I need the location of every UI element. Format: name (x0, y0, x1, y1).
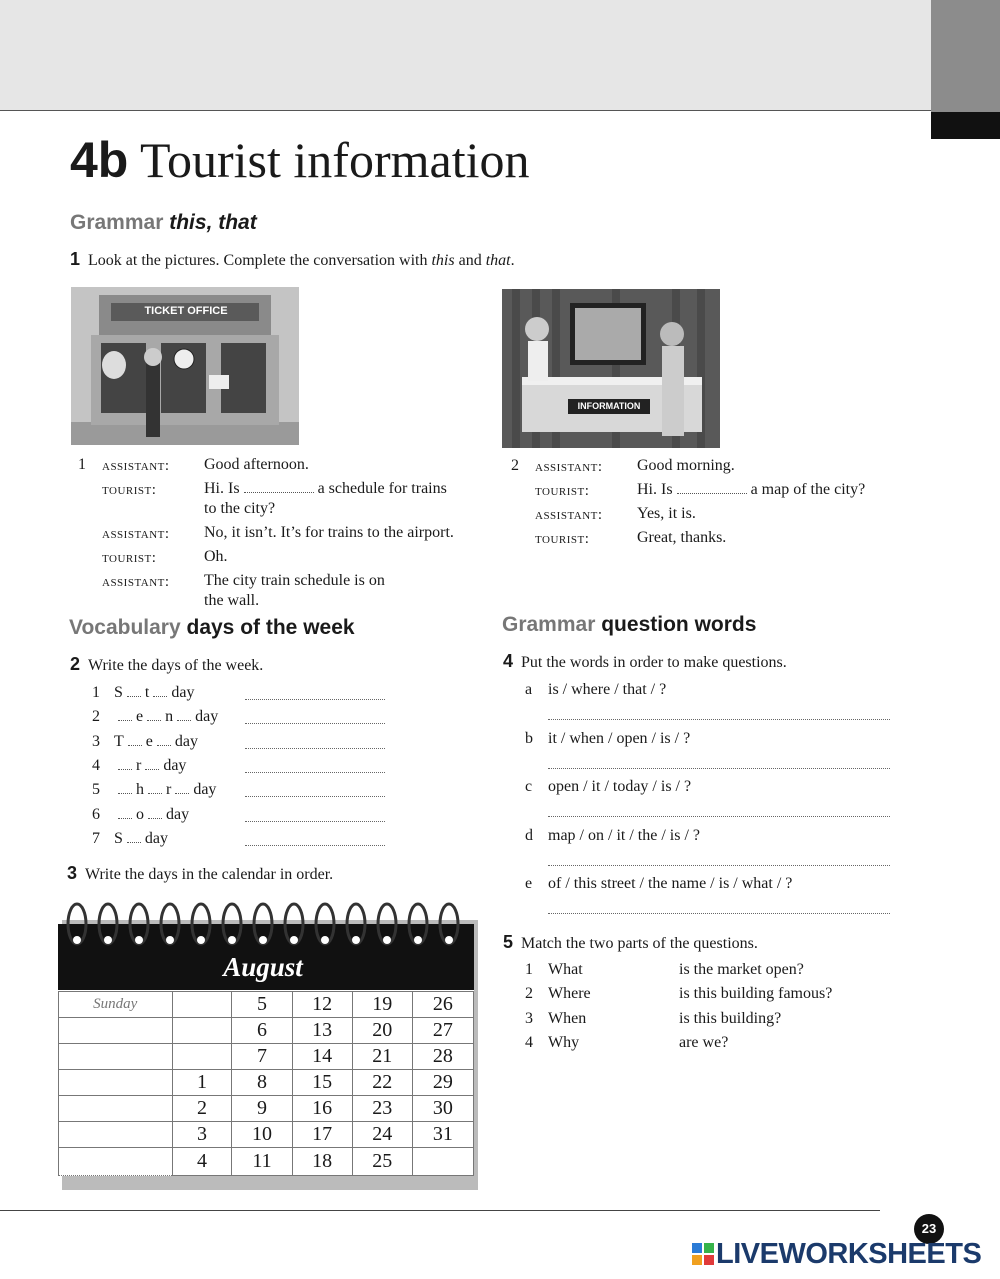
dialog-1-line: The city train schedule is on (204, 572, 385, 589)
ticket-office-picture (71, 287, 299, 445)
letter: day (195, 708, 219, 726)
question-ending[interactable]: is this building? (679, 1009, 782, 1027)
calendar-row (59, 992, 474, 1018)
dialog-1-line: Oh. (204, 548, 228, 565)
ticket-office-sign: TICKET OFFICE (144, 305, 228, 317)
letter-blank[interactable] (127, 832, 141, 843)
day-name-cell[interactable] (59, 1148, 173, 1176)
dialog-2-role: assistant: (535, 507, 603, 523)
date-cell: 4 (172, 1148, 232, 1176)
dialog-1-role: assistant: (102, 526, 170, 542)
dialog-1-line-cont: to the city? (204, 500, 276, 517)
question-letter: a (525, 681, 533, 698)
match-number: 4 (525, 1033, 533, 1051)
match-number: 2 (525, 985, 533, 1003)
question-word[interactable]: When (548, 1009, 587, 1027)
answer-line[interactable] (548, 719, 890, 720)
date-cell: 12 (292, 992, 352, 1018)
answer-line[interactable] (548, 816, 890, 817)
date-cell: 9 (232, 1096, 292, 1122)
dialog-1-number: 1 (78, 456, 86, 473)
exercise-5-instruction (503, 932, 758, 953)
date-cell: 17 (292, 1122, 352, 1148)
letter: day (193, 781, 217, 799)
exercise-1-instruction (70, 249, 515, 270)
letter: S (114, 684, 123, 701)
answer-line[interactable] (548, 865, 890, 866)
date-cell: 29 (412, 1070, 473, 1096)
calendar-grid (58, 991, 474, 1176)
scrambled-words: map / on / it / the / is / ? (548, 826, 700, 844)
date-cell: 22 (352, 1070, 412, 1096)
letter: day (144, 829, 169, 847)
section-topic: days of the week (186, 616, 355, 639)
exercise-number: 5 (503, 932, 514, 952)
date-cell: 19 (352, 992, 412, 1018)
dialog-1-line: No, it isn’t. It’s for trains to the airport. (204, 524, 454, 541)
letter-blank[interactable] (127, 686, 141, 697)
instr-text: Look at the pictures. Complete the conversation with (88, 252, 432, 269)
calendar-row (59, 1018, 474, 1044)
exercise-2-instruction (70, 654, 263, 675)
dialog-2-line: Yes, it is. (637, 505, 696, 522)
dialog-2-role: tourist: (535, 531, 590, 547)
exercise-number: 2 (70, 654, 81, 674)
date-cell: 24 (352, 1122, 412, 1148)
line-text: a schedule for trains (317, 480, 447, 497)
question-letter: c (525, 778, 533, 795)
letter: T (114, 732, 124, 750)
information-desk-picture (502, 289, 720, 448)
day-scramble (114, 757, 186, 775)
dialog-1-line (204, 479, 447, 499)
line-text: Hi. Is (204, 480, 240, 497)
brand-name: LIVEWORKSHEETS (716, 1238, 982, 1270)
letter: day (163, 756, 187, 774)
calendar-row (59, 1044, 474, 1070)
exercise-4-instruction (503, 651, 787, 672)
date-cell: 15 (292, 1070, 352, 1096)
date-cell: 21 (352, 1044, 412, 1070)
letter-blank[interactable] (175, 783, 189, 794)
question-letter: b (525, 729, 533, 747)
page-tab-marker (931, 112, 1000, 139)
date-cell: 8 (232, 1070, 292, 1096)
day-scramble (114, 708, 218, 726)
page-tab (931, 0, 1000, 112)
question-letter: d (525, 826, 533, 844)
letter: e (145, 732, 153, 750)
answer-blank[interactable] (677, 483, 747, 494)
dialog-1-role: assistant: (102, 458, 170, 474)
page-number: 23 (914, 1214, 944, 1244)
day-name-cell[interactable]: Sunday (59, 992, 173, 1018)
scrambled-words: of / this street / the name / is / what / ? (548, 875, 793, 892)
lesson-title (70, 130, 529, 190)
date-cell: 1 (172, 1070, 232, 1096)
word-that: that (485, 252, 511, 269)
letter-blank[interactable] (118, 808, 132, 819)
letter-blank[interactable] (147, 710, 161, 721)
question-word[interactable]: What (548, 961, 583, 978)
section-label: Grammar (502, 613, 596, 636)
date-cell: 5 (232, 992, 292, 1018)
section-topic: question words (601, 613, 757, 636)
date-cell: 27 (412, 1018, 473, 1044)
calendar (58, 900, 476, 1188)
dialog-1-role: tourist: (102, 550, 157, 566)
letter: h (136, 781, 144, 799)
dialog-1-line-cont: the wall. (204, 592, 260, 609)
answer-line[interactable] (245, 699, 385, 700)
letter: n (165, 708, 174, 726)
answer-line[interactable] (245, 723, 385, 724)
instr-text: Write the days of the week. (88, 657, 264, 674)
date-cell: 16 (292, 1096, 352, 1122)
question-word[interactable]: Where (548, 985, 591, 1003)
dialog-2-line: Great, thanks. (637, 529, 727, 546)
calendar-row (59, 1148, 474, 1176)
date-cell: 20 (352, 1018, 412, 1044)
answer-line[interactable] (548, 768, 890, 769)
vocabulary-heading (69, 616, 355, 640)
date-cell: 6 (232, 1018, 292, 1044)
day-name-cell[interactable] (59, 1122, 173, 1148)
day-item-number: 3 (92, 732, 100, 750)
letter: t (144, 684, 150, 701)
date-cell: 2 (172, 1096, 232, 1122)
day-item-number: 2 (92, 708, 100, 726)
date-cell: 11 (232, 1148, 292, 1176)
date-cell: 26 (412, 992, 473, 1018)
day-name-cell[interactable] (59, 1096, 173, 1122)
letter-blank[interactable] (148, 808, 162, 819)
date-cell (172, 992, 232, 1018)
instr-text: Put the words in order to make questions. (521, 654, 787, 671)
letter-blank[interactable] (118, 710, 132, 721)
letter-blank[interactable] (118, 783, 132, 794)
instr-text: Match the two parts of the questions. (521, 935, 758, 952)
letter-blank[interactable] (153, 686, 167, 697)
letter-blank[interactable] (157, 735, 171, 746)
date-cell (412, 1148, 473, 1176)
day-item-number: 7 (92, 829, 100, 847)
letter: day (166, 805, 190, 823)
letter-blank[interactable] (128, 735, 142, 746)
dialog-1-role: tourist: (102, 482, 157, 498)
dialog-2-number: 2 (511, 457, 519, 474)
day-scramble (114, 806, 189, 824)
grammar-heading-2 (502, 613, 756, 637)
answer-blank[interactable] (244, 482, 314, 493)
exercise-3-instruction (67, 863, 333, 884)
date-cell: 30 (412, 1096, 473, 1122)
lesson-title-text: Tourist information (139, 132, 530, 188)
calendar-row (59, 1122, 474, 1148)
section-topic: this, that (169, 211, 257, 234)
question-ending[interactable]: are we? (679, 1033, 729, 1051)
grammar-heading-1 (70, 211, 257, 235)
day-item-number: 1 (92, 684, 100, 701)
exercise-number: 3 (67, 863, 78, 883)
day-scramble (114, 781, 216, 799)
dialog-1-role: assistant: (102, 574, 170, 590)
section-label: Vocabulary (69, 616, 181, 639)
calendar-body (58, 990, 474, 1176)
letter-blank[interactable] (118, 759, 132, 770)
letter: r (136, 756, 142, 774)
date-cell (172, 1044, 232, 1070)
lesson-number: 4b (70, 132, 129, 188)
line-text: Hi. Is (637, 481, 673, 498)
dialog-2-line (637, 480, 865, 500)
letter: o (136, 805, 144, 823)
letter: day (174, 732, 198, 750)
dialog-1-line: Good afternoon. (204, 456, 309, 473)
day-name-cell[interactable] (59, 1044, 173, 1070)
match-number: 3 (525, 1009, 533, 1027)
scrambled-words: it / when / open / is / ? (548, 729, 691, 747)
answer-line[interactable] (245, 845, 385, 846)
date-cell: 3 (172, 1122, 232, 1148)
instr-text: Write the days in the calendar in order. (85, 866, 334, 883)
brand-grid-icon (692, 1243, 714, 1265)
letter: r (166, 781, 172, 799)
date-cell: 23 (352, 1096, 412, 1122)
date-cell: 13 (292, 1018, 352, 1044)
question-ending[interactable]: is this building famous? (679, 985, 833, 1003)
line-text: a map of the city? (750, 481, 866, 498)
instr-end: . (510, 252, 515, 269)
day-item-number: 5 (92, 781, 100, 799)
letter-blank[interactable] (145, 759, 159, 770)
day-item-number: 6 (92, 805, 100, 823)
date-cell: 25 (352, 1148, 412, 1176)
calendar-row (59, 1096, 474, 1122)
brand-logo (692, 1238, 981, 1271)
question-letter: e (525, 875, 533, 892)
exercise-number: 4 (503, 651, 514, 671)
letter: day (171, 684, 195, 701)
day-scramble (114, 684, 194, 702)
information-desk-illustration (502, 289, 720, 448)
answer-line[interactable] (548, 913, 890, 914)
date-cell: 18 (292, 1148, 352, 1176)
date-cell: 31 (412, 1122, 473, 1148)
section-label: Grammar (70, 211, 164, 234)
scrambled-words: is / where / that / ? (548, 681, 667, 698)
spiral-binding-icon (64, 900, 474, 948)
day-name-cell[interactable] (59, 1018, 173, 1044)
calendar-row (59, 1070, 474, 1096)
date-cell: 14 (292, 1044, 352, 1070)
question-ending[interactable]: is the market open? (679, 961, 804, 978)
match-number: 1 (525, 961, 533, 978)
letter: S (114, 829, 123, 847)
day-item-number: 4 (92, 756, 100, 774)
answer-line[interactable] (245, 821, 385, 822)
date-cell (172, 1018, 232, 1044)
dialog-2-line: Good morning. (637, 457, 735, 474)
letter-blank[interactable] (148, 783, 162, 794)
header-band (0, 0, 931, 111)
instr-text-and: and (454, 252, 486, 269)
answer-line[interactable] (245, 748, 385, 749)
day-name-cell[interactable] (59, 1070, 173, 1096)
date-cell: 7 (232, 1044, 292, 1070)
answer-line[interactable] (245, 772, 385, 773)
letter: e (136, 708, 144, 726)
date-cell: 28 (412, 1044, 473, 1070)
dialog-2-role: assistant: (535, 459, 603, 475)
footer-divider (0, 1210, 880, 1211)
dialog-2-role: tourist: (535, 483, 590, 499)
day-scramble (114, 830, 168, 848)
calendar-month: August (223, 952, 303, 982)
word-this: this (431, 252, 455, 269)
exercise-number: 1 (70, 249, 81, 269)
information-sign: INFORMATION (568, 399, 650, 414)
day-scramble (114, 733, 198, 751)
question-word[interactable]: Why (548, 1033, 580, 1051)
letter-blank[interactable] (177, 710, 191, 721)
answer-line[interactable] (245, 796, 385, 797)
date-cell: 10 (232, 1122, 292, 1148)
scrambled-words: open / it / today / is / ? (548, 778, 692, 795)
